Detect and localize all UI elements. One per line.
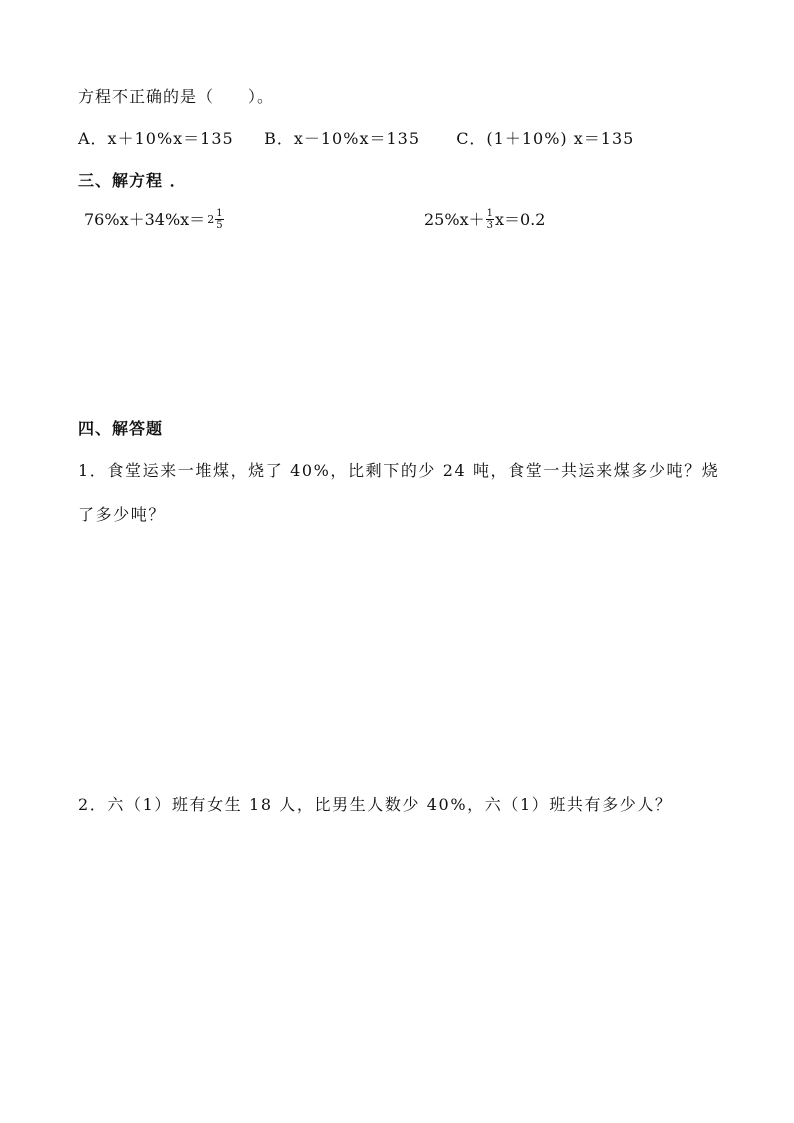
equation-1-fraction [215,208,223,231]
equation-1-denominator: 5 [216,220,223,231]
problem-2-line-1: 2．六（1）班有女生 18 人，比男生人数少 40%，六（1）班共有多少人？ [78,795,673,814]
equation-2-denominator: 3 [486,220,493,231]
section-4-title: 四、解答题 [78,419,164,438]
question-stem: 方程不正确的是（ ）。 [78,87,275,106]
option-b: B．x－10%x＝135 [264,129,421,148]
equation-1-left: 76%x＋34%x＝ [84,209,206,229]
equation-2-numerator: 1 [486,208,493,219]
options-row [78,128,634,150]
equation-2 [424,208,545,231]
section-3-title: 三、解方程 ． [78,171,187,190]
option-a: A．x＋10%x＝135 [78,129,234,148]
option-c: C．(1＋10%) x＝135 [456,129,635,148]
equation-1 [84,208,225,231]
equation-2-right: x＝0.2 [494,209,546,229]
equation-2-fraction [486,208,494,231]
problem-1-line-1: 1．食堂运来一堆煤，烧了 40%，比剩下的少 24 吨，食堂一共运来煤多少吨？烧 [78,461,720,480]
equation-2-left: 25%x＋ [424,209,485,229]
problem-1-line-2: 了多少吨？ [78,505,167,524]
equation-1-whole: 2 [207,212,215,226]
equation-1-numerator: 1 [216,208,223,219]
